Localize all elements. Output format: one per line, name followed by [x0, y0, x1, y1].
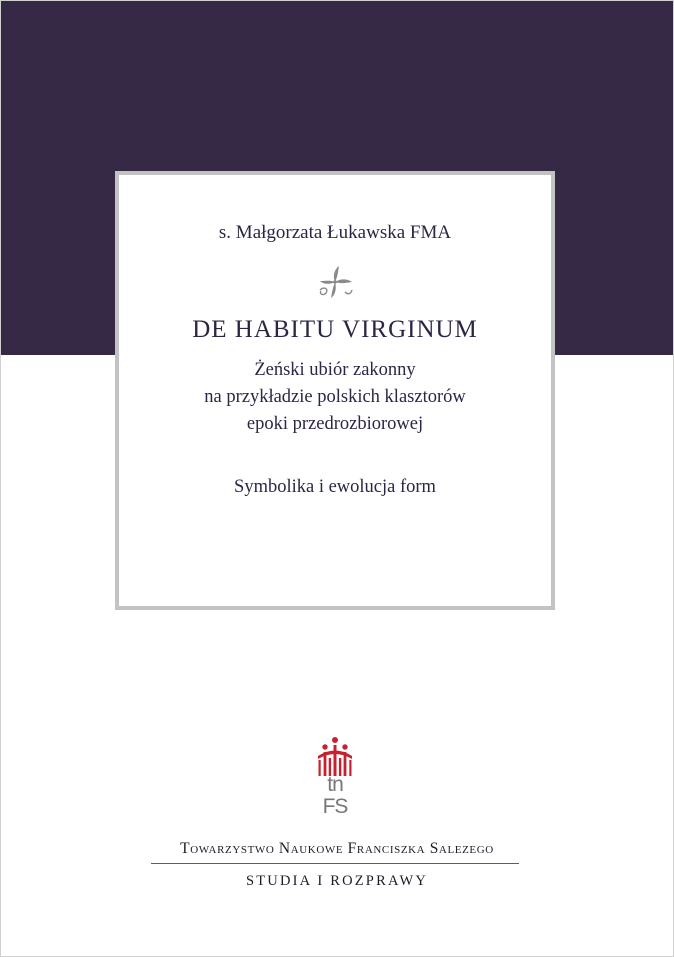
series-name: STUDIA I ROZPRAWY: [245, 873, 429, 889]
red-divider: [151, 863, 519, 864]
subtitle-line-2: na przykładzie polskich klasztorów: [204, 387, 466, 407]
tagline: Symbolika i ewolucja form: [234, 477, 436, 497]
logo-text-fs: FS: [322, 795, 348, 818]
tnfs-figures-logo-icon: [315, 736, 355, 778]
title-frame: [115, 171, 555, 610]
author-name: s. Małgorzata Łukawska FMA: [218, 222, 452, 243]
book-title: DE HABITU VIRGINUM: [192, 316, 478, 343]
logo-text-tn: tn: [327, 773, 343, 796]
publisher-name: Towarzystwo Naukowe Franciszka Salezego: [180, 840, 494, 857]
floral-ornament-icon: [315, 264, 355, 300]
publisher-logo: [311, 736, 359, 824]
subtitle-line-3: epoki przedrozbiorowej: [246, 414, 424, 434]
subtitle-line-1: Żeński ubiór zakonny: [254, 360, 416, 380]
